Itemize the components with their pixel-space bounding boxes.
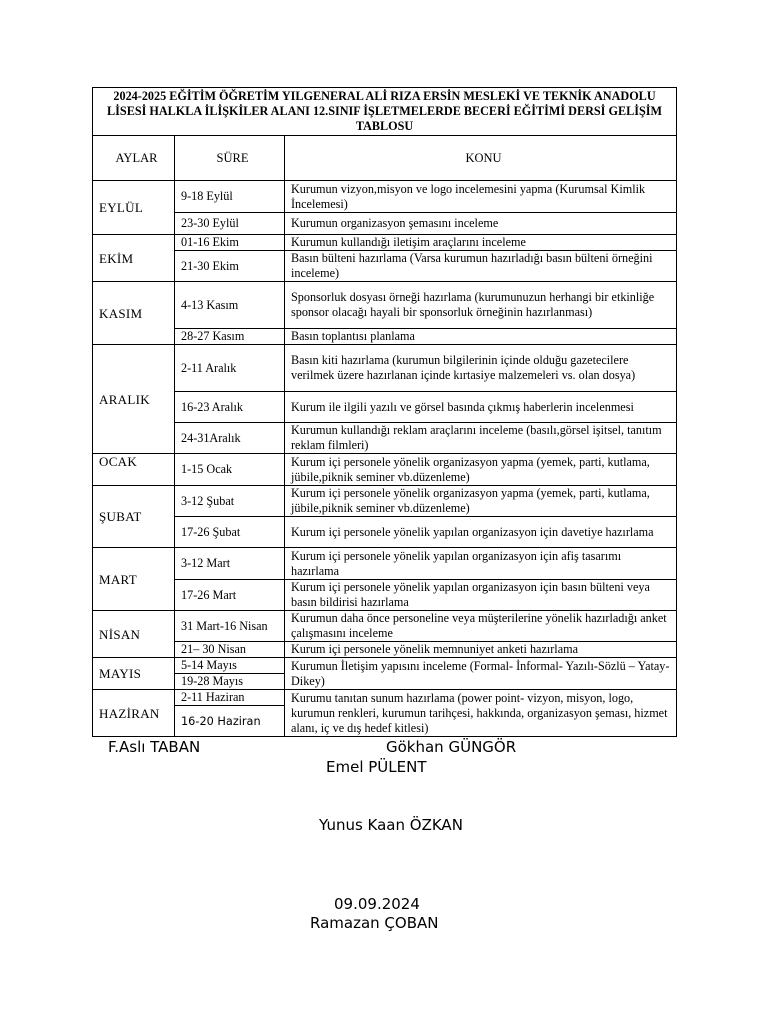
sure-cell: 21-30 Ekim xyxy=(175,251,285,282)
konu-cell: Kurum içi personele yönelik memnuniyet anketi hazırlama xyxy=(285,642,677,658)
konu-cell: Kurum içi personele yönelik yapılan organizasyon için basın bülteni veya basın bildirisi hazırlama xyxy=(285,580,677,611)
konu-cell: Kurumun daha önce personeline veya müşterilerine yönelik hazırladığı anket çalışmasını inceleme xyxy=(285,611,677,642)
sure-cell: 1-15 Ocak xyxy=(175,454,285,486)
month-kasim: KASIM xyxy=(93,282,175,345)
sure-cell: 23-30 Eylül xyxy=(175,213,285,235)
sure-cell: 17-26 Mart xyxy=(175,580,285,611)
header-konu: KONU xyxy=(285,136,677,181)
month-ekim: EKİM xyxy=(93,235,175,282)
sure-cell: 19-28 Mayıs xyxy=(175,674,285,690)
sure-cell: 4-13 Kasım xyxy=(175,282,285,329)
konu-cell: Sponsorluk dosyası örneği hazırlama (kurumunuzun herhangi bir etkinliğe sponsor olacağı hayali bir sponsorluk örneğinin hazırlanması) xyxy=(285,282,677,329)
konu-cell: Kurumu tanıtan sunum hazırlama (power point- vizyon, misyon, logo, kurumun renkleri, kurumun tarihçesi, hakkında, organizasyon şeması, hizmet alanı, iç ve dış hedef kitlesi) xyxy=(285,690,677,737)
konu-cell: Kurumun vizyon,misyon ve logo incelemesini yapma (Kurumsal Kimlik İncelemesi) xyxy=(285,181,677,213)
sure-cell: 01-16 Ekim xyxy=(175,235,285,251)
signature-principal: Ramazan ÇOBAN xyxy=(310,914,439,932)
sure-cell: 2-11 Haziran xyxy=(175,690,285,706)
signature-date: 09.09.2024 xyxy=(334,895,420,913)
konu-cell: Kurum içi personele yönelik yapılan organizasyon için davetiye hazırlama xyxy=(285,517,677,548)
konu-cell: Kurum içi personele yönelik organizasyon yapma (yemek, parti, kutlama, jübile,piknik seminer vb.düzenleme) xyxy=(285,454,677,486)
sure-cell: 3-12 Mart xyxy=(175,548,285,580)
konu-cell: Basın kiti hazırlama (kurumun bilgilerinin içinde olduğu gazetecilere verilmek üzere hazırlanan içinde kırtasiye malzemeleri vs. olan dosya) xyxy=(285,345,677,392)
signature-teacher-4: Yunus Kaan ÖZKAN xyxy=(319,816,463,834)
konu-cell: Kurumun kullandığı iletişim araçlarını inceleme xyxy=(285,235,677,251)
development-table xyxy=(92,87,677,737)
month-mart: MART xyxy=(93,548,175,611)
month-haziran: HAZİRAN xyxy=(93,690,175,737)
sure-cell: 3-12 Şubat xyxy=(175,486,285,517)
sure-cell: 5-14 Mayıs xyxy=(175,658,285,674)
month-mayis: MAYIS xyxy=(93,658,175,690)
konu-cell: Basın toplantısı planlama xyxy=(285,329,677,345)
signature-teacher-2: Gökhan GÜNGÖR xyxy=(386,738,517,756)
month-nisan: NİSAN xyxy=(93,611,175,658)
konu-cell: Basın bülteni hazırlama (Varsa kurumun hazırladığı basın bülteni örneğini inceleme) xyxy=(285,251,677,282)
konu-cell: Kurum içi personele yönelik organizasyon yapma (yemek, parti, kutlama, jübile,piknik seminer vb.düzenleme) xyxy=(285,486,677,517)
sure-cell: 2-11 Aralık xyxy=(175,345,285,392)
sure-cell: 24-31Aralık xyxy=(175,423,285,454)
sure-cell: 28-27 Kasım xyxy=(175,329,285,345)
sure-cell: 17-26 Şubat xyxy=(175,517,285,548)
month-aralik: ARALIK xyxy=(93,345,175,454)
month-ocak: OCAK xyxy=(93,454,175,486)
konu-cell: Kurumun organizasyon şemasını inceleme xyxy=(285,213,677,235)
konu-cell: Kurumun İletişim yapısını inceleme (Formal- İnformal- Yazılı-Sözlü – Yatay- Dikey) xyxy=(285,658,677,690)
konu-cell: Kurum ile ilgili yazılı ve görsel basında çıkmış haberlerin incelenmesi xyxy=(285,392,677,423)
sure-cell: 21– 30 Nisan xyxy=(175,642,285,658)
konu-cell: Kurumun kullandığı reklam araçlarını inceleme (basılı,görsel işitsel, tanıtım reklam filmleri) xyxy=(285,423,677,454)
sure-cell: 16-23 Aralık xyxy=(175,392,285,423)
month-eylul: EYLÜL xyxy=(93,181,175,235)
sure-cell: 16-20 Haziran xyxy=(175,706,285,737)
konu-cell: Kurum içi personele yönelik yapılan organizasyon için afiş tasarımı hazırlama xyxy=(285,548,677,580)
header-aylar: AYLAR xyxy=(93,136,175,181)
sure-cell: 9-18 Eylül xyxy=(175,181,285,213)
table-title: 2024-2025 EĞİTİM ÖĞRETİM YILGENERAL ALİ RIZA ERSİN MESLEKİ VE TEKNİK ANADOLU LİSESİ HALKLA İLİŞKİLER ALANI 12.SINIF İŞLETMELERDE BECERİ EĞİTİMİ DERSİ GELİŞİM TABLOSU xyxy=(93,88,677,136)
signature-teacher-3: Emel PÜLENT xyxy=(326,758,427,776)
sure-cell: 31 Mart-16 Nisan xyxy=(175,611,285,642)
header-sure: SÜRE xyxy=(175,136,285,181)
month-subat: ŞUBAT xyxy=(93,486,175,548)
signature-teacher-1: F.Aslı TABAN xyxy=(108,738,201,756)
